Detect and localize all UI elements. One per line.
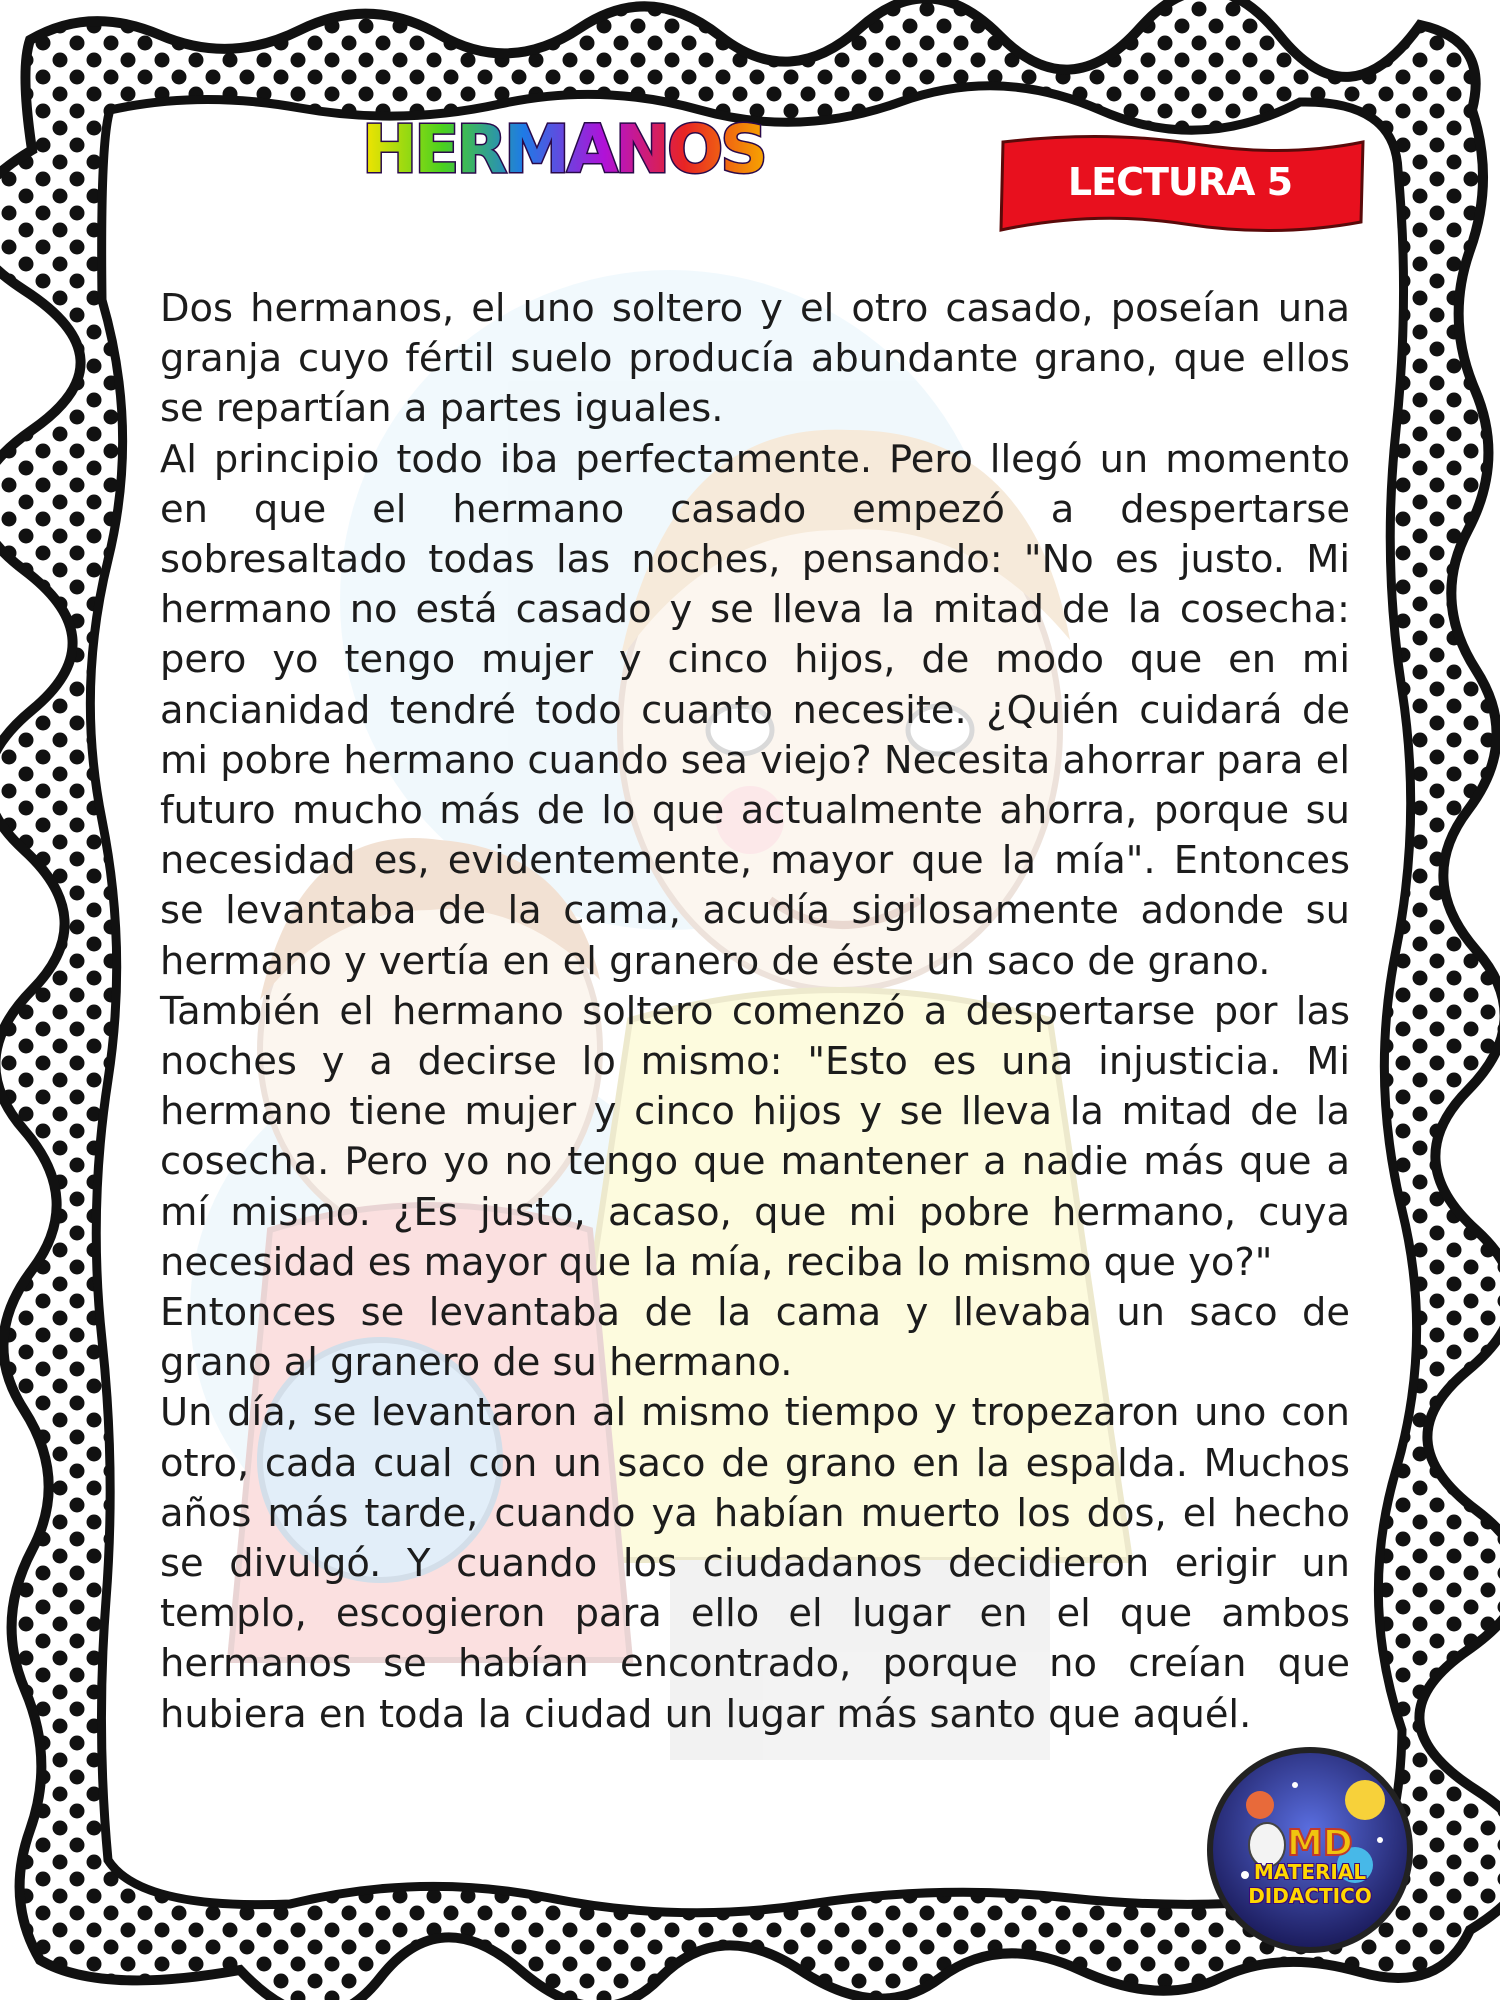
reading-paragraph: También el hermano soltero comenzó a despertarse por las noches y a decirse lo mismo: "Esto es una injusticia. Mi hermano tiene mujer y cinco hijos y se lleva la mitad de la cosecha. Pero yo no tengo que mantener a nadie más que a mí mismo. ¿Es justo, acaso, que mi pobre hermano, cuya necesidad es mayor que la mía, reciba lo mismo que yo?" xyxy=(160,988,1350,1285)
logo-line1: MATERIAL xyxy=(1253,1860,1367,1884)
material-didactico-logo xyxy=(1205,1745,1415,1955)
reading-paragraph: Al principio todo iba perfectamente. Pero llegó un momento en que el hermano casado empezó a despertarse sobresaltado todas las noches, pensando: "No es justo. Mi hermano no está casado y se lleva la mitad de la cosecha: pero yo tengo mujer y cinco hijos, de modo que en mi ancianidad tendré todo cuanto necesite. ¿Quién cuidará de mi pobre hermano cuando sea viejo? Necesita ahorrar para el futuro mucho más de lo que actualmente ahorra, porque su necesidad es, evidentemente, mayor que la mía". Entonces se levantaba de la cama, acudía sigilosamente adonde su hermano y vertía en el granero de éste un saco de grano. xyxy=(160,436,1350,984)
lesson-label: LECTURA 5 xyxy=(1067,160,1293,204)
logo-line2: DIDACTICO xyxy=(1248,1884,1372,1908)
logo-caption xyxy=(1228,1860,1392,1908)
title-logo xyxy=(360,111,765,192)
reading-text xyxy=(160,284,1350,1740)
reading-paragraph: Un día, se levantaron al mismo tiempo y tropezaron uno con otro, cada cual con un saco de grano en la espalda. Muchos años más tarde, cuando ya habían muerto los dos, el hecho se divulgó. Y cuando los ciudadanos decidieron erigir un templo, escogieron para ello el lugar en el que ambos hermanos se habían encontrado, porque no creían que hubiera en toda la ciudad un lugar más santo que aquél. xyxy=(160,1390,1350,1737)
reading-paragraph: Dos hermanos, el uno soltero y el otro casado, poseían una granja cuyo fértil suelo producía abundante grano, que ellos se repartían a partes iguales. xyxy=(160,286,1350,432)
page-title: HERMANOS xyxy=(362,111,765,188)
logo-mark: MD xyxy=(1287,1823,1353,1864)
reading-paragraph: Entonces se levantaba de la cama y llevaba un saco de grano al granero de su hermano. xyxy=(160,1290,1350,1386)
